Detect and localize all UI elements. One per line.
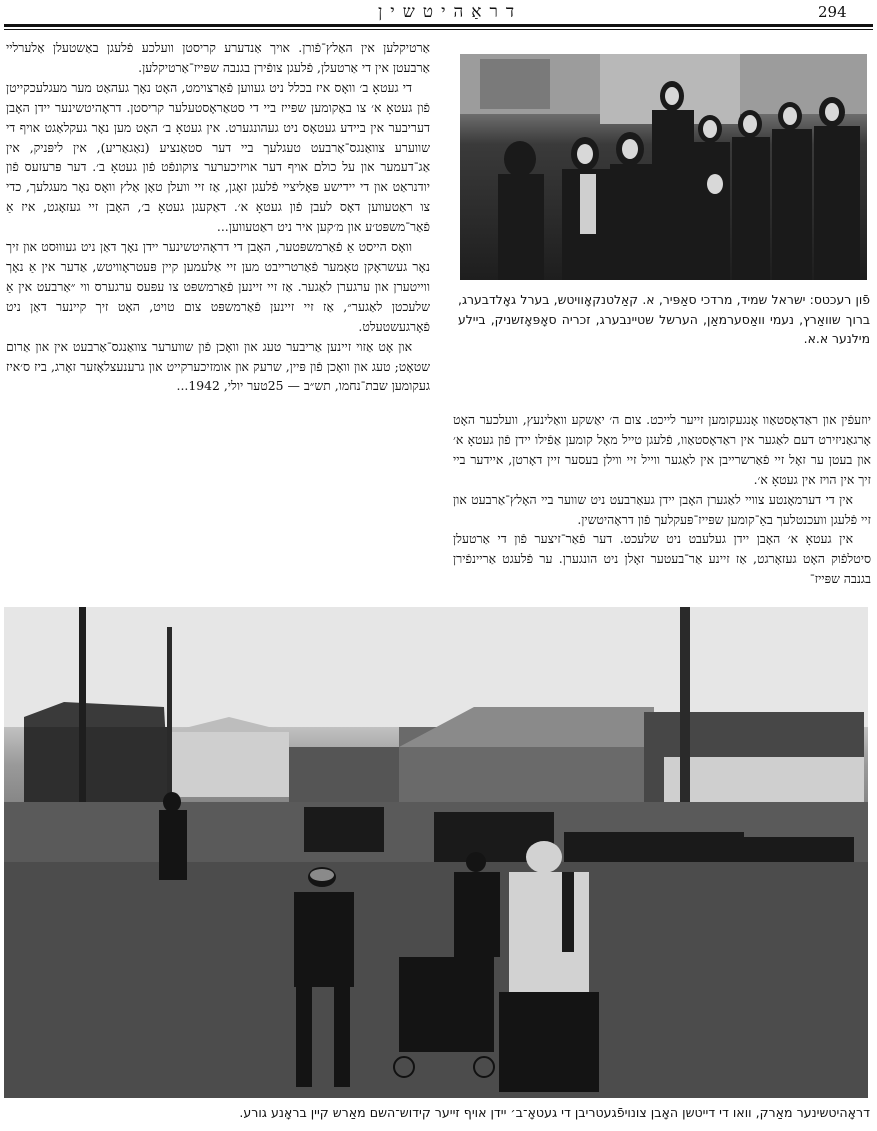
- left-paragraph-4: און אָט אַזוי זיינען אַריבער טעג און וואָכן פֿון שווערער צוואַנגס־אַרבעט אין און אַרום שטאָט; טעג און וואָכן פֿון פּיין, שרעק און אומזיכערקייט און גרענעצלאָזער זאָרג, ביז ס׳איז געקומען שבת־נחמו, תש״ב — 25טער יולי, 1942...: [6, 338, 430, 394]
- left-paragraph-1: אַרטיקלען אין האַלץ־פֿורן. אויך אַנדערע קריסטן וועלכע פֿלעגן באַשטעלן אַלערליי אַרבעטן אין די אַרטעלן, פֿלעגן צופֿירן בגנבה שפּייז־אַרטיקלען.: [6, 40, 430, 75]
- running-title: דראַהיטשין: [377, 2, 523, 22]
- page-header: [0, 0, 877, 34]
- header-rule-thin: [4, 29, 873, 30]
- right-paragraph-2: אין די דערמאָנטע צוויי לאַגערן האָבן יידן געאַרבעט ניט שווער ביי האָלץ־אַרבעט און זיי פֿלעגן וועכנטלעך באַ־קומען שפּייז־פּעקלעך פֿון דראָהיטשין.: [453, 491, 871, 527]
- group-portrait-photo: [460, 54, 867, 280]
- right-paragraph-3: אין געטאָ א׳ האָבן יידן געלעבט ניט שלעכט. דער פֿאַר־זיצער פֿון די אַרטעלן סיטלפֿוק האָט געזאָרגט, אַז זיינע אַר־בעטער זאָלן ניט הונגערן. ער פֿלעגט אַריינפֿירן בגנבה שפּייז־: [453, 531, 871, 587]
- page-number: 294: [818, 3, 847, 21]
- bottom-photo-caption: דראָהיטשינער מאַרק, וואו די דייטשן האָבן צונויפֿגעטריבן די געטאָ־ב׳ יידן אויף זייער קידוש־השם מאַרש קיין בראָנע גורע.: [239, 1105, 870, 1120]
- market-square-photo: [4, 607, 868, 1098]
- right-text-column: [453, 410, 871, 600]
- right-paragraph-1: יוזעפֿין און ראַדאָסטאַוו אָנגעקומען זייער לייכט. צום ה׳ יאַשקע וואַלינעץ, וועלכער האָט אָרגאַניזירט דעם לאַגער אין ראַדאָסטאַוו, פֿלעגן טייל מאָל קומען אַפֿילו יידן פֿון געטאָ א׳ און בעטן ער זאָל זיי פֿאַרשרייבן אין לאַגער ווייל זיי ווילן בעסער זיין דאָרטן, איידער ביי זיך אין הויז אין געטאָ א׳.: [453, 412, 871, 487]
- left-paragraph-2: די געטאָ ב׳ וואָס איז בכלל ניט געווען פֿאַרצוימט, האָט נאָך געהאַט מער מעגלעכקייטן פֿון געטאָ א׳ צו באַקומען שפּייז ביי די סטאַראָסטעלער קריסטן. דראָהיטשינער יידן האָבן דעריבער אין ביידע געטאָס ניט געהונגערט. אין געטאָ ב׳ האָט מען נאָר געקלאַגט אויף די שווערע צוואַנגס־אַרבעט טעגלעך ביי דער סטאַנציע (נאַגאַריע), אין ליפּניק, אין אַג־דעמער און על כולם אויף דער אויזיכערער צוקונפֿט פֿון געטאָ ב׳. דער פּרעזעס פֿון יודנראַט און די יידישע פּאָליציי פֿלעגן זאָגן, אַז זיי וועלן טאָן אַלץ וואָס נאָר מעגלעך, כדי צו ראַטעווען דאָס לעבן פֿון געטאָ א׳. דאַקעגן געטאָ ב׳, האָבן זיי געזאָגט, איז אַ פֿאַר־משפּט׳ע און מ׳קען איר ניט ראַטעווען...: [6, 79, 430, 235]
- header-rule-thick: [4, 24, 873, 27]
- top-photo-caption: פֿון רעכטס: ישראל שמיד, מרדכי סאַפּיר, א. קאַלטנקאָוויטש, בערל גאָלדבערג, ברוך שוואַרץ, נעמי וואַסערמאַן, הערשל שטיינבערג, זכריה סאָפּאָזשניק, ביילע מילנער א.א.: [458, 292, 870, 346]
- left-paragraph-3: וואָס הייסט אַ פֿאַרמשפּטער, האָבן די דראָהיטשינער יידן נאָך דאַן ניט געוווּסט און זיך נאָר געשראָקן טאָמער פֿאַרטרייבט מען זיי אַלעמען קיין פּעטראָוויטש, אַדער אין אַ נאָך ווייטערן און ערגערן לאַגער. אַז זיי זיינען פֿאַרמשפּט צו עפּעס ערגערס ווי ״אַרבעט אין אַ שלעכטן לאַגער״, אַז זיי זיינען פֿאַרמשפּט צום טויט, האָט זיך קיינער דאַן ניט פֿאָרגעשטעלט.: [6, 239, 430, 334]
- left-text-column: [6, 38, 430, 604]
